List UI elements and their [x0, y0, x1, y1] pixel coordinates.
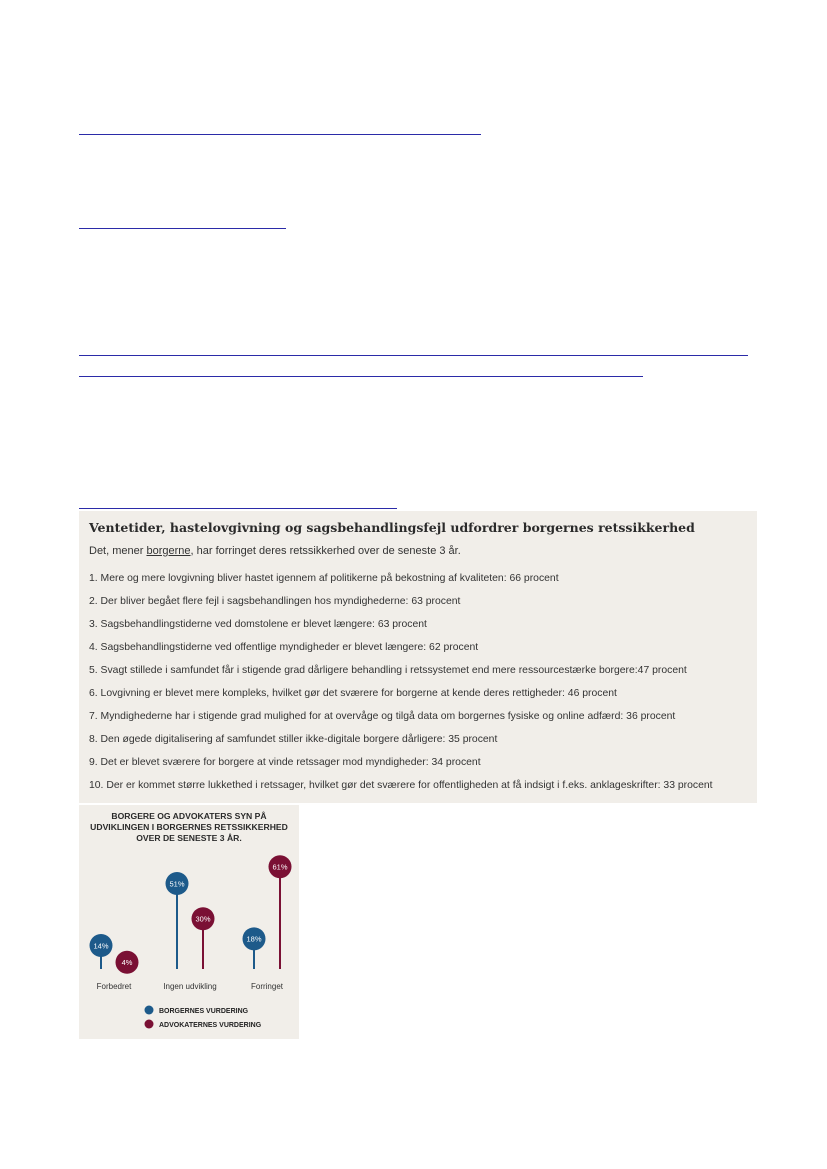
category-label: Ingen udvikling [163, 982, 217, 991]
list-item: 10. Der er kommet større lukkethed i retssager, hvilket gør det sværere for offentligheden at få indsigt i f.eks. anklageskrifter: 33 procent [89, 780, 713, 791]
data-label: 51% [169, 879, 185, 889]
list-item: 4. Sagsbehandlingstiderne ved offentlige myndigheder er blevet længere: 62 procent [89, 642, 479, 653]
panel-subtitle [89, 545, 461, 557]
legend-label: BORGERNES VURDERING [159, 1008, 249, 1015]
data-label: 4% [121, 958, 133, 968]
panel-subtitle-prefix: Det, mener [89, 545, 147, 557]
legend-dot [145, 1006, 154, 1015]
link-underline-1[interactable] [79, 134, 481, 135]
data-label: 61% [272, 862, 288, 872]
borgerne-link[interactable]: borgerne [146, 545, 191, 557]
panel-subtitle-suffix: , har forringet deres retssikkerhed over de seneste 3 år. [190, 545, 461, 557]
list-item: 7. Myndighederne har i stigende grad mulighed for at overvåge og tilgå data om borgernes fysiske og online adfærd: 36 procent [89, 711, 676, 722]
findings-list [89, 571, 713, 801]
chart-title-line: UDVIKLINGEN I BORGERNES RETSSIKKERHED [90, 822, 288, 832]
link-underline-5[interactable] [79, 508, 397, 509]
data-label: 18% [246, 934, 262, 944]
chart-title-line: OVER DE SENESTE 3 ÅR. [136, 833, 242, 843]
link-underline-2[interactable] [79, 228, 286, 229]
list-item: 8. Den øgede digitalisering af samfundet stiller ikke-digitale borgere dårligere: 35 procent [89, 734, 498, 745]
data-label: 30% [195, 914, 211, 924]
category-label: Forbedret [96, 982, 132, 991]
category-label: Forringet [250, 982, 284, 991]
list-item: 2. Der bliver begået flere fejl i sagsbehandlingen hos myndighederne: 63 procent [89, 596, 461, 607]
link-underline-4[interactable] [79, 376, 643, 377]
list-item: 3. Sagsbehandlingstiderne ved domstolene er blevet længere: 63 procent [89, 619, 427, 630]
chart-title-line: BORGERE OG ADVOKATERS SYN PÅ [111, 811, 267, 821]
survey-panel [79, 511, 757, 803]
list-item: 5. Svagt stillede i samfundet får i stigende grad dårligere behandling i retssystemet end mere ressourcestærke borgere:47 procent [89, 665, 687, 676]
data-label: 14% [93, 941, 109, 951]
link-underline-3[interactable] [79, 355, 748, 356]
lollipop-chart [79, 805, 299, 1039]
legend-dot [145, 1020, 154, 1029]
legend-label: ADVOKATERNES VURDERING [159, 1022, 262, 1029]
list-item: 6. Lovgivning er blevet mere kompleks, hvilket gør det sværere for borgerne at kende deres rettigheder: 46 procent [89, 688, 617, 699]
panel-title: Ventetider, hastelovgivning og sagsbehandlingsfejl udfordrer borgernes retssikkerhed [89, 520, 695, 535]
list-item: 9. Det er blevet sværere for borgere at vinde retssager mod myndigheder: 34 procent [89, 757, 481, 768]
chart-svg [79, 805, 299, 1039]
list-item: 1. Mere og mere lovgivning bliver hastet igennem af politikerne på bekostning af kvaliteten: 66 procent [89, 573, 559, 584]
